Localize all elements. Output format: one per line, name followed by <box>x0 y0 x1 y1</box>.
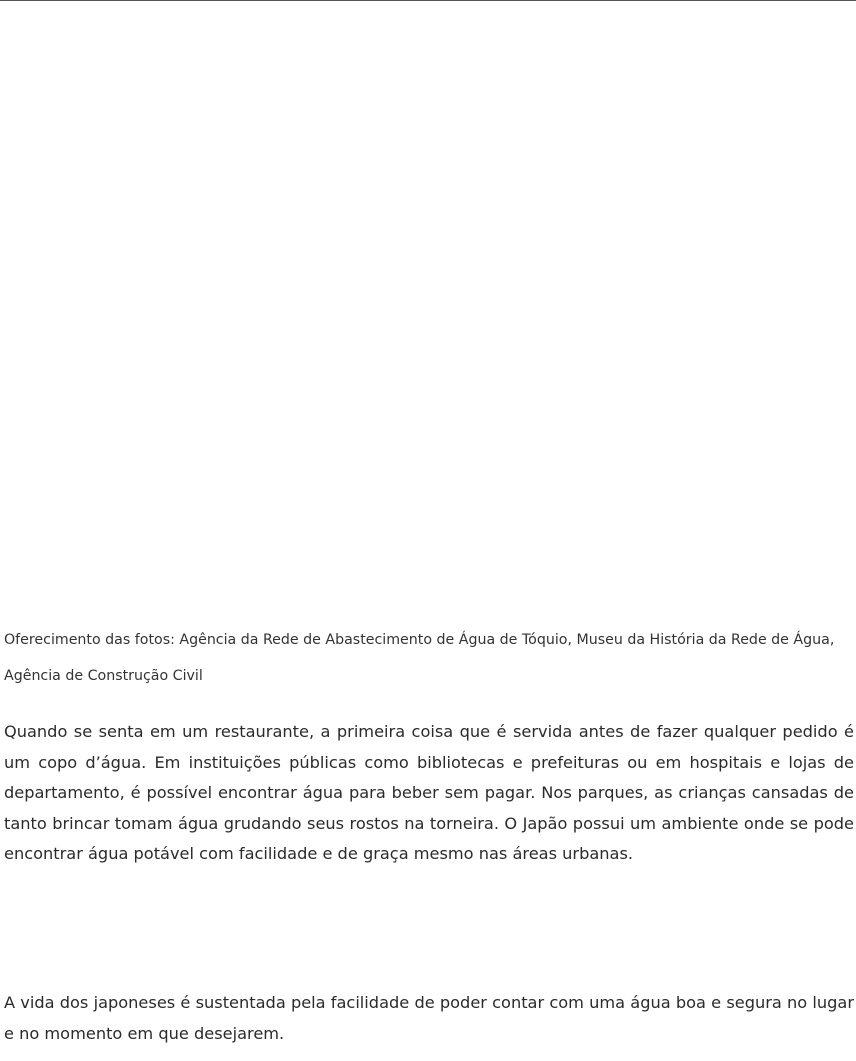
photo-area <box>0 1 856 601</box>
photo-credit-caption: Oferecimento das fotos: Agência da Rede de Abastecimento de Água de Tóquio, Museu da História da Rede de Água, Agência de Construção Civil <box>4 632 835 684</box>
body-paragraph-1: Quando se senta em um restaurante, a primeira coisa que é servida antes de fazer qualquer pedido é um copo d’água. Em instituições públicas como bibliotecas e prefeituras ou em hospitais e lojas de departamento, é possível encontrar água para beber sem pagar. Nos parques, as crianças cansadas de tanto brincar tomam água grudando seus rostos na torneira. O Japão possui um ambiente onde se pode encontrar água potável com facilidade e de graça mesmo nas áreas urbanas. <box>4 722 854 863</box>
body-paragraph-2: A vida dos japoneses é sustentada pela facilidade de poder contar com uma água boa e segura no lugar e no momento em que desejarem. <box>4 993 854 1043</box>
